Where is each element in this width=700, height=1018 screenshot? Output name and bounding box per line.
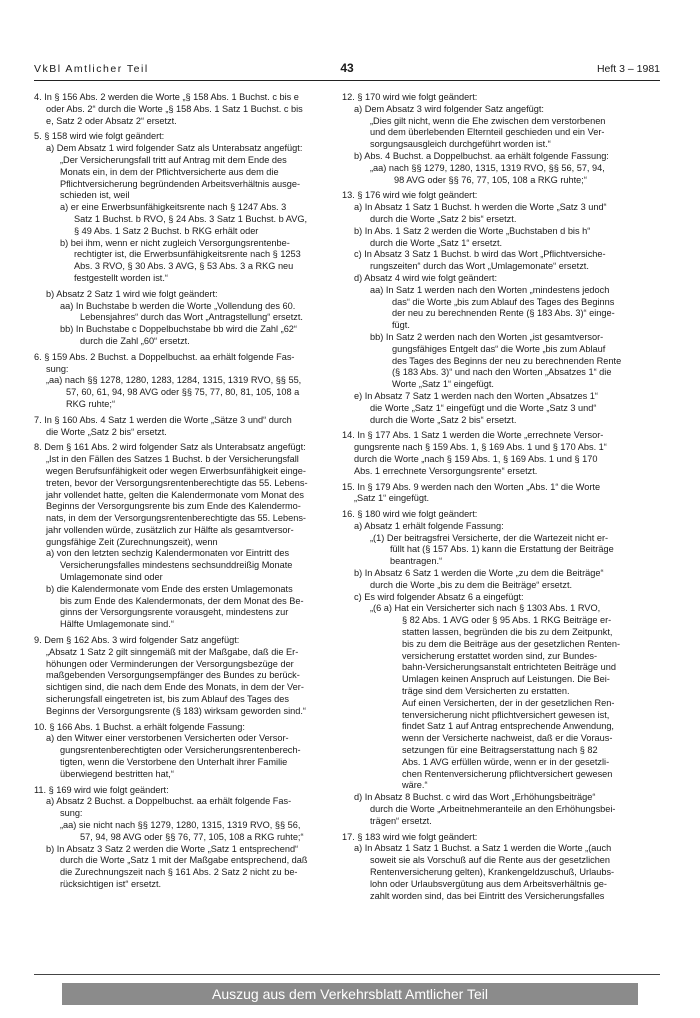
text-line: a) Dem Absatz 3 wird folgender Satz angefügt: bbox=[354, 103, 544, 114]
text-line: Umlagemonate sind oder bbox=[60, 572, 163, 583]
text-line: die Worte „Satz 1“ eingefügt und die Worte „Satz 3 und“ bbox=[370, 402, 597, 413]
text-line: beantragen.“ bbox=[390, 556, 443, 567]
text-line: setzungen für eine Beitragserstattung nach § 82 bbox=[402, 745, 598, 756]
text-line: 4. In § 156 Abs. 2 werden die Worte „§ 158 Abs. 1 Buchst. c bis e bbox=[34, 92, 299, 102]
text-line: bis zu dem die Beiträge aus der gesetzlichen Renten- bbox=[402, 638, 621, 649]
text-line: Beginns der Versorgungsrente bis zum Ende des Kalendermo- bbox=[46, 501, 301, 512]
text-line: a) von den letzten sechzig Kalendermonaten vor Eintritt des bbox=[46, 548, 290, 559]
text-line: sung: bbox=[46, 363, 69, 374]
text-line: 15. In § 179 Abs. 9 werden nach den Worten „Abs. 1“ die Worte bbox=[342, 481, 601, 492]
text-line: gungsrentenberechtigten oder Versicherungsrentenberech- bbox=[60, 745, 301, 756]
text-line: festgestellt worden ist.“ bbox=[74, 272, 168, 283]
text-line: bb) In Satz 2 werden nach den Worten „ist gesamtversor- bbox=[370, 331, 604, 342]
text-line: rechtigter ist, die Erwerbsunfähigkeitsrente nach § 1253 bbox=[74, 249, 301, 260]
text-line: aa) In Satz 1 werden nach den Worten „mindestens jedoch bbox=[370, 284, 610, 295]
text-line: 9. Dem § 162 Abs. 3 wird folgender Satz angefügt: bbox=[34, 635, 240, 646]
text-line: Auf einen Versicherten, der in der gesetzlichen Ren- bbox=[402, 697, 615, 708]
text-line: Umlagen keinen Anspruch auf Leistungen. Die Bei- bbox=[402, 674, 610, 685]
issue-label: Heft 3 – 1981 bbox=[596, 63, 660, 75]
text-line: b) In Absatz 6 Satz 1 werden die Worte „zu dem die Beiträge“ bbox=[354, 568, 604, 579]
text-line: chen Rentenversicherung pflichtversichert gewesen bbox=[402, 768, 613, 779]
text-line: 7. In § 160 Abs. 4 Satz 1 werden die Worte „Sätze 3 und“ durch bbox=[34, 414, 292, 425]
text-line: 98 AVG oder §§ 76, 77, 105, 108 a RKG ruhte;“ bbox=[394, 174, 587, 185]
text-line: Beginns der Versorgungsrente (§ 183) wirksam geworden sind.“ bbox=[46, 705, 306, 716]
text-line: Monats ein, in dem der Pflichtversicherte aus dem die bbox=[60, 166, 279, 177]
text-line: e) In Absatz 7 Satz 1 werden nach den Worten „Absatzes 1“ bbox=[354, 390, 598, 401]
text-line: 12. § 170 wird wie folgt geändert: bbox=[342, 92, 478, 102]
text-line: das“ die Worte „bis zum Ablauf des Tages des Beginns bbox=[392, 296, 615, 307]
text-line: b) bei ihm, wenn er nicht zugleich Versorgungsrentenbe- bbox=[60, 237, 290, 248]
text-line: Abs. 1 AVG erfüllen würde, wenn er in der gesetzli- bbox=[402, 756, 610, 767]
text-line: „Dies gilt nicht, wenn die Ehe zwischen dem verstorbenen bbox=[370, 115, 606, 126]
text-line: durch die Worte „Arbeitnehmeranteile an den Erhöhungsbei- bbox=[370, 804, 616, 815]
footer-divider bbox=[34, 974, 660, 975]
text-line: rücksichtigen ist“ ersetzt. bbox=[60, 879, 162, 889]
text-line: 10. § 166 Abs. 1 Buchst. a erhält folgende Fassung: bbox=[34, 721, 245, 732]
journal-title: VkBl Amtlicher Teil bbox=[34, 63, 149, 75]
text-line: 11. § 169 wird wie folgt geändert: bbox=[34, 784, 169, 795]
text-line: Rentenversicherung gelten), Krankengeldzuschuß, Urlaubs- bbox=[370, 867, 615, 877]
text-line: § 82 Abs. 1 AVG oder § 95 Abs. 1 RKG Beiträge er- bbox=[402, 615, 612, 626]
text-line: a) In Absatz 1 Satz 1 Buchst. h werden die Worte „Satz 3 und“ bbox=[354, 202, 607, 213]
text-line: durch die Worte „Satz 1 mit der Maßgabe entsprechend, daß bbox=[60, 855, 308, 866]
text-line: schieden ist, weil bbox=[60, 190, 130, 201]
text-line: Worte „Satz 1“ eingefügt. bbox=[392, 379, 494, 390]
text-line: träge sind dem Versicherten zu erstatten. bbox=[402, 686, 570, 697]
text-line: durch die Worte „bis zu dem die Beiträge“ ersetzt. bbox=[370, 579, 573, 590]
text-line: „Satz 1“ eingefügt. bbox=[354, 493, 430, 504]
text-line: fügt. bbox=[392, 320, 410, 331]
text-line: sichtigen sind, die nach dem Ende des Monats, in dem der Ver- bbox=[46, 682, 304, 693]
text-line: jahr vollenden würde, zusätzlich zur Hälfte als gesamtversor- bbox=[46, 524, 294, 535]
text-line: „(6 a) Hat ein Versicherter sich nach § 1303 Abs. 1 RVO, bbox=[370, 603, 601, 614]
text-line: durch die Worte „Satz 2 bis“ ersetzt. bbox=[370, 213, 517, 224]
text-line: oder Abs. 2“ durch die Worte „§ 158 Abs. 1 Satz 1 Buchst. c bis bbox=[46, 103, 303, 114]
text-line: höhungen oder Verminderungen der Versorgungsbezüge der bbox=[46, 658, 294, 669]
text-line: „Absatz 1 Satz 2 gilt sinngemäß mit der Maßgabe, daß die Er- bbox=[46, 646, 299, 657]
text-line: Abs. 1 errechnete Versorgungsrente“ ersetzt. bbox=[354, 465, 538, 476]
text-line: „aa) nach §§ 1279, 1280, 1315, 1319 RVO, §§ 56, 57, 94, bbox=[370, 162, 605, 173]
text-line: Hälfte Umlagemonate sind.“ bbox=[60, 619, 174, 630]
text-line: „Ist in den Fällen des Satzes 1 Buchst. b der Versicherungsfall bbox=[46, 454, 299, 465]
text-line: trägen“ ersetzt. bbox=[370, 815, 432, 826]
text-line: tigten, wenn die Verstorbene den Unterhalt ihrer Familie bbox=[60, 757, 288, 768]
text-line: gungsfähige Zeit (Zurechnungszeit), wenn bbox=[46, 536, 218, 547]
text-line: durch die Worte „nach § 159 Abs. 1, § 169 Abs. 1 und § 170 bbox=[354, 453, 598, 464]
text-line: b) Abs. 4 Buchst. a Doppelbuchst. aa erhält folgende Fassung: bbox=[354, 150, 609, 161]
text-line: 6. § 159 Abs. 2 Buchst. a Doppelbuchst. aa erhält folgende Fas- bbox=[34, 351, 295, 362]
text-line: soweit sie als Vorschuß auf die Rente aus der gesetzlichen bbox=[370, 855, 611, 866]
text-line: a) In Absatz 1 Satz 1 Buchst. a Satz 1 werden die Worte „(auch bbox=[354, 843, 612, 854]
text-line: Pflichtversicherung begründenden Arbeitsverhältnis ausge- bbox=[60, 178, 301, 189]
text-line: bis zum Ende des Kalendermonats, der dem Monat des Be- bbox=[60, 595, 304, 606]
text-line: wenn der Versicherte nachweist, daß er die Voraus- bbox=[402, 733, 613, 744]
text-line: wegen Berufsunfähigkeit oder wegen Erwerbsunfähigkeit einge- bbox=[46, 465, 306, 476]
text-line: sorgungsausgleich durchgeführt worden ist.“ bbox=[370, 139, 551, 150]
text-line: nats, in dem der Versorgungsrentenberechtigte das 55. Lebens- bbox=[46, 513, 306, 524]
text-line: statten lassen, begründen die bis zu dem Zeitpunkt, bbox=[402, 627, 613, 638]
text-line: durch die Worte „Satz 2 bis“ ersetzt. bbox=[370, 414, 517, 425]
text-line: b) In Abs. 1 Satz 2 werden die Worte „Buchstaben d bis h“ bbox=[354, 225, 591, 236]
text-line: 13. § 176 wird wie folgt geändert: bbox=[342, 190, 478, 201]
text-line: a) er eine Erwerbsunfähigkeitsrente nach § 1247 Abs. 3 bbox=[60, 202, 287, 213]
right-column bbox=[342, 92, 648, 902]
text-line: gungsrente nach § 159 Abs. 1, § 169 Abs. 1 und § 170 Abs. 1“ bbox=[354, 442, 607, 453]
text-line: jahr vollendet hatte, gelten die Kalendermonate vom Monat des bbox=[46, 489, 304, 500]
text-line: „aa) nach §§ 1278, 1280, 1283, 1284, 1315, 1319 RVO, §§ 55, bbox=[46, 375, 302, 386]
text-line: tenversicherung nicht pflichtversichert gewesen ist, bbox=[402, 709, 610, 720]
text-line: rungszeiten“ durch das Wort „Umlagemonate“ ersetzt. bbox=[370, 261, 589, 272]
text-line: bahn-Versicherungsanstalt entrichteten Beiträge und bbox=[402, 662, 617, 673]
text-line: die Zurechnungszeit nach § 161 Abs. 2 Satz 2 nicht zu be- bbox=[60, 867, 298, 878]
text-line: wäre.“ bbox=[402, 780, 428, 791]
text-line: § 49 Abs. 1 Satz 2 Buchst. b RKG erhält oder bbox=[74, 225, 259, 236]
text-line: ginns der Versorgungsrente vorausgeht, mindestens zur bbox=[60, 607, 289, 618]
text-line: e, Satz 2 oder Absatz 2“ ersetzt. bbox=[46, 115, 177, 126]
text-line: b) Absatz 2 Satz 1 wird wie folgt geändert: bbox=[46, 288, 218, 299]
text-line: a) den Witwer einer verstorbenen Versicherten oder Versor- bbox=[46, 733, 289, 744]
text-line: a) Absatz 2 Buchst. a Doppelbuchst. aa erhält folgende Fas- bbox=[46, 796, 292, 807]
text-line: „(1) Der beitragsfrei Versicherte, der die Wartezeit nicht er- bbox=[370, 532, 609, 543]
text-line: die Worte „Satz 2 bis“ ersetzt. bbox=[46, 426, 167, 437]
text-line: c) Es wird folgender Absatz 6 a eingefügt: bbox=[354, 591, 524, 602]
text-line: „Der Versicherungsfall tritt auf Antrag mit dem Ende des bbox=[60, 154, 287, 165]
text-line: 16. § 180 wird wie folgt geändert: bbox=[342, 509, 478, 520]
text-line: c) In Absatz 3 Satz 1 Buchst. b wird das Wort „Pflichtversiche- bbox=[354, 249, 606, 260]
text-line: Versicherungsfalles mindestens sechsunddreißig Monate bbox=[60, 560, 293, 571]
text-line: 57, 94, 98 AVG oder §§ 76, 77, 105, 108 a RKG ruhte;“ bbox=[80, 831, 304, 842]
text-line: 14. In § 177 Abs. 1 Satz 1 werden die Worte „errechnete Versor- bbox=[342, 430, 604, 441]
text-line: d) In Absatz 8 Buchst. c wird das Wort „Erhöhungsbeiträge“ bbox=[354, 792, 596, 803]
text-line: a) Dem Absatz 1 wird folgender Satz als Unterabsatz angefügt: bbox=[46, 143, 303, 154]
text-line: d) Absatz 4 wird wie folgt geändert: bbox=[354, 272, 497, 283]
text-line: „aa) sie nicht nach §§ 1279, 1280, 1315, 1319 RVO, §§ 56, bbox=[60, 820, 301, 831]
text-line: (§ 183 Abs. 3)“ und nach den Worten „Absatzes 1“ die bbox=[392, 367, 612, 378]
text-line: 5. § 158 wird wie folgt geändert: bbox=[34, 131, 165, 142]
text-line: versicherung erstattet worden sind, zur Bundes- bbox=[402, 650, 598, 661]
footer-banner: Auszug aus dem Verkehrsblatt Amtlicher Teil bbox=[62, 983, 638, 1005]
page-number: 43 bbox=[340, 61, 354, 75]
text-line: des Tages des Beginns der neu zu berechnenden Rente bbox=[392, 355, 622, 366]
text-line: Abs. 3 RVO, § 30 Abs. 3 AVG, § 53 Abs. 3 a RKG neu bbox=[74, 261, 294, 272]
text-line: 8. Dem § 161 Abs. 2 wird folgender Satz als Unterabsatz angefügt: bbox=[34, 442, 306, 453]
text-line: gungsfähiges Entgelt das“ die Worte „bis zum Ablauf bbox=[392, 343, 606, 354]
text-line: zahlt worden sind, das bei Eintritt des Versicherungsfalles bbox=[370, 890, 605, 901]
text-line: der neu zu berechnenden Rente (§ 183 Abs. 3)“ einge- bbox=[392, 308, 615, 319]
text-line: maßgebenden Versorgungsempfänger des Bundes zu berück- bbox=[46, 670, 300, 681]
text-line: b) die Kalendermonate vom Ende des ersten Umlagemonats bbox=[46, 583, 293, 594]
text-line: b) In Absatz 3 Satz 2 werden die Worte „Satz 1 entsprechend“ bbox=[46, 843, 299, 854]
text-line: füllt hat (§ 157 Abs. 1) kann die Erstattung der Beiträge bbox=[390, 544, 614, 555]
text-line: 57, 60, 61, 94, 98 AVG oder §§ 75, 77, 80, 81, 105, 108 a bbox=[66, 387, 300, 398]
text-line: findet Satz 1 auf Antrag entsprechende Anwendung, bbox=[402, 721, 614, 732]
text-line: bb) In Buchstabe c Doppelbuchstabe bb wird die Zahl „62“ bbox=[60, 324, 297, 335]
text-line: und dem überlebenden Elternteil geschieden und ein Ver- bbox=[370, 127, 605, 138]
text-line: durch die Worte „Satz 1“ ersetzt. bbox=[370, 237, 503, 248]
text-line: überwiegend bestritten hat,“ bbox=[60, 768, 174, 779]
text-line: RKG ruhte;“ bbox=[66, 398, 116, 409]
text-line: 17. § 183 wird wie folgt geändert: bbox=[342, 831, 478, 842]
page-header bbox=[34, 60, 660, 81]
text-line: Lebensjahres“ durch das Wort „Antragstellung“ ersetzt. bbox=[80, 312, 303, 323]
left-column bbox=[34, 92, 334, 891]
text-line: a) Absatz 1 erhält folgende Fassung: bbox=[354, 520, 504, 531]
text-line: Satz 1 Buchst. b RVO, § 24 Abs. 3 Satz 1 Buchst. b AVG, bbox=[74, 213, 308, 224]
text-line: aa) In Buchstabe b werden die Worte „Vollendung des 60. bbox=[60, 300, 296, 311]
text-line: treten, bevor der Versorgungsrentenberechtigte das 55. Lebens- bbox=[46, 477, 308, 488]
text-line: durch die Zahl „60“ ersetzt. bbox=[80, 335, 190, 346]
text-line: lohn oder Urlaubsvergütung aus dem Arbeitsverhältnis ge- bbox=[370, 878, 607, 889]
text-line: sicherungsfall eingetreten ist, bis zum Ablauf des Tages des bbox=[46, 694, 289, 705]
text-line: sung: bbox=[60, 808, 83, 819]
